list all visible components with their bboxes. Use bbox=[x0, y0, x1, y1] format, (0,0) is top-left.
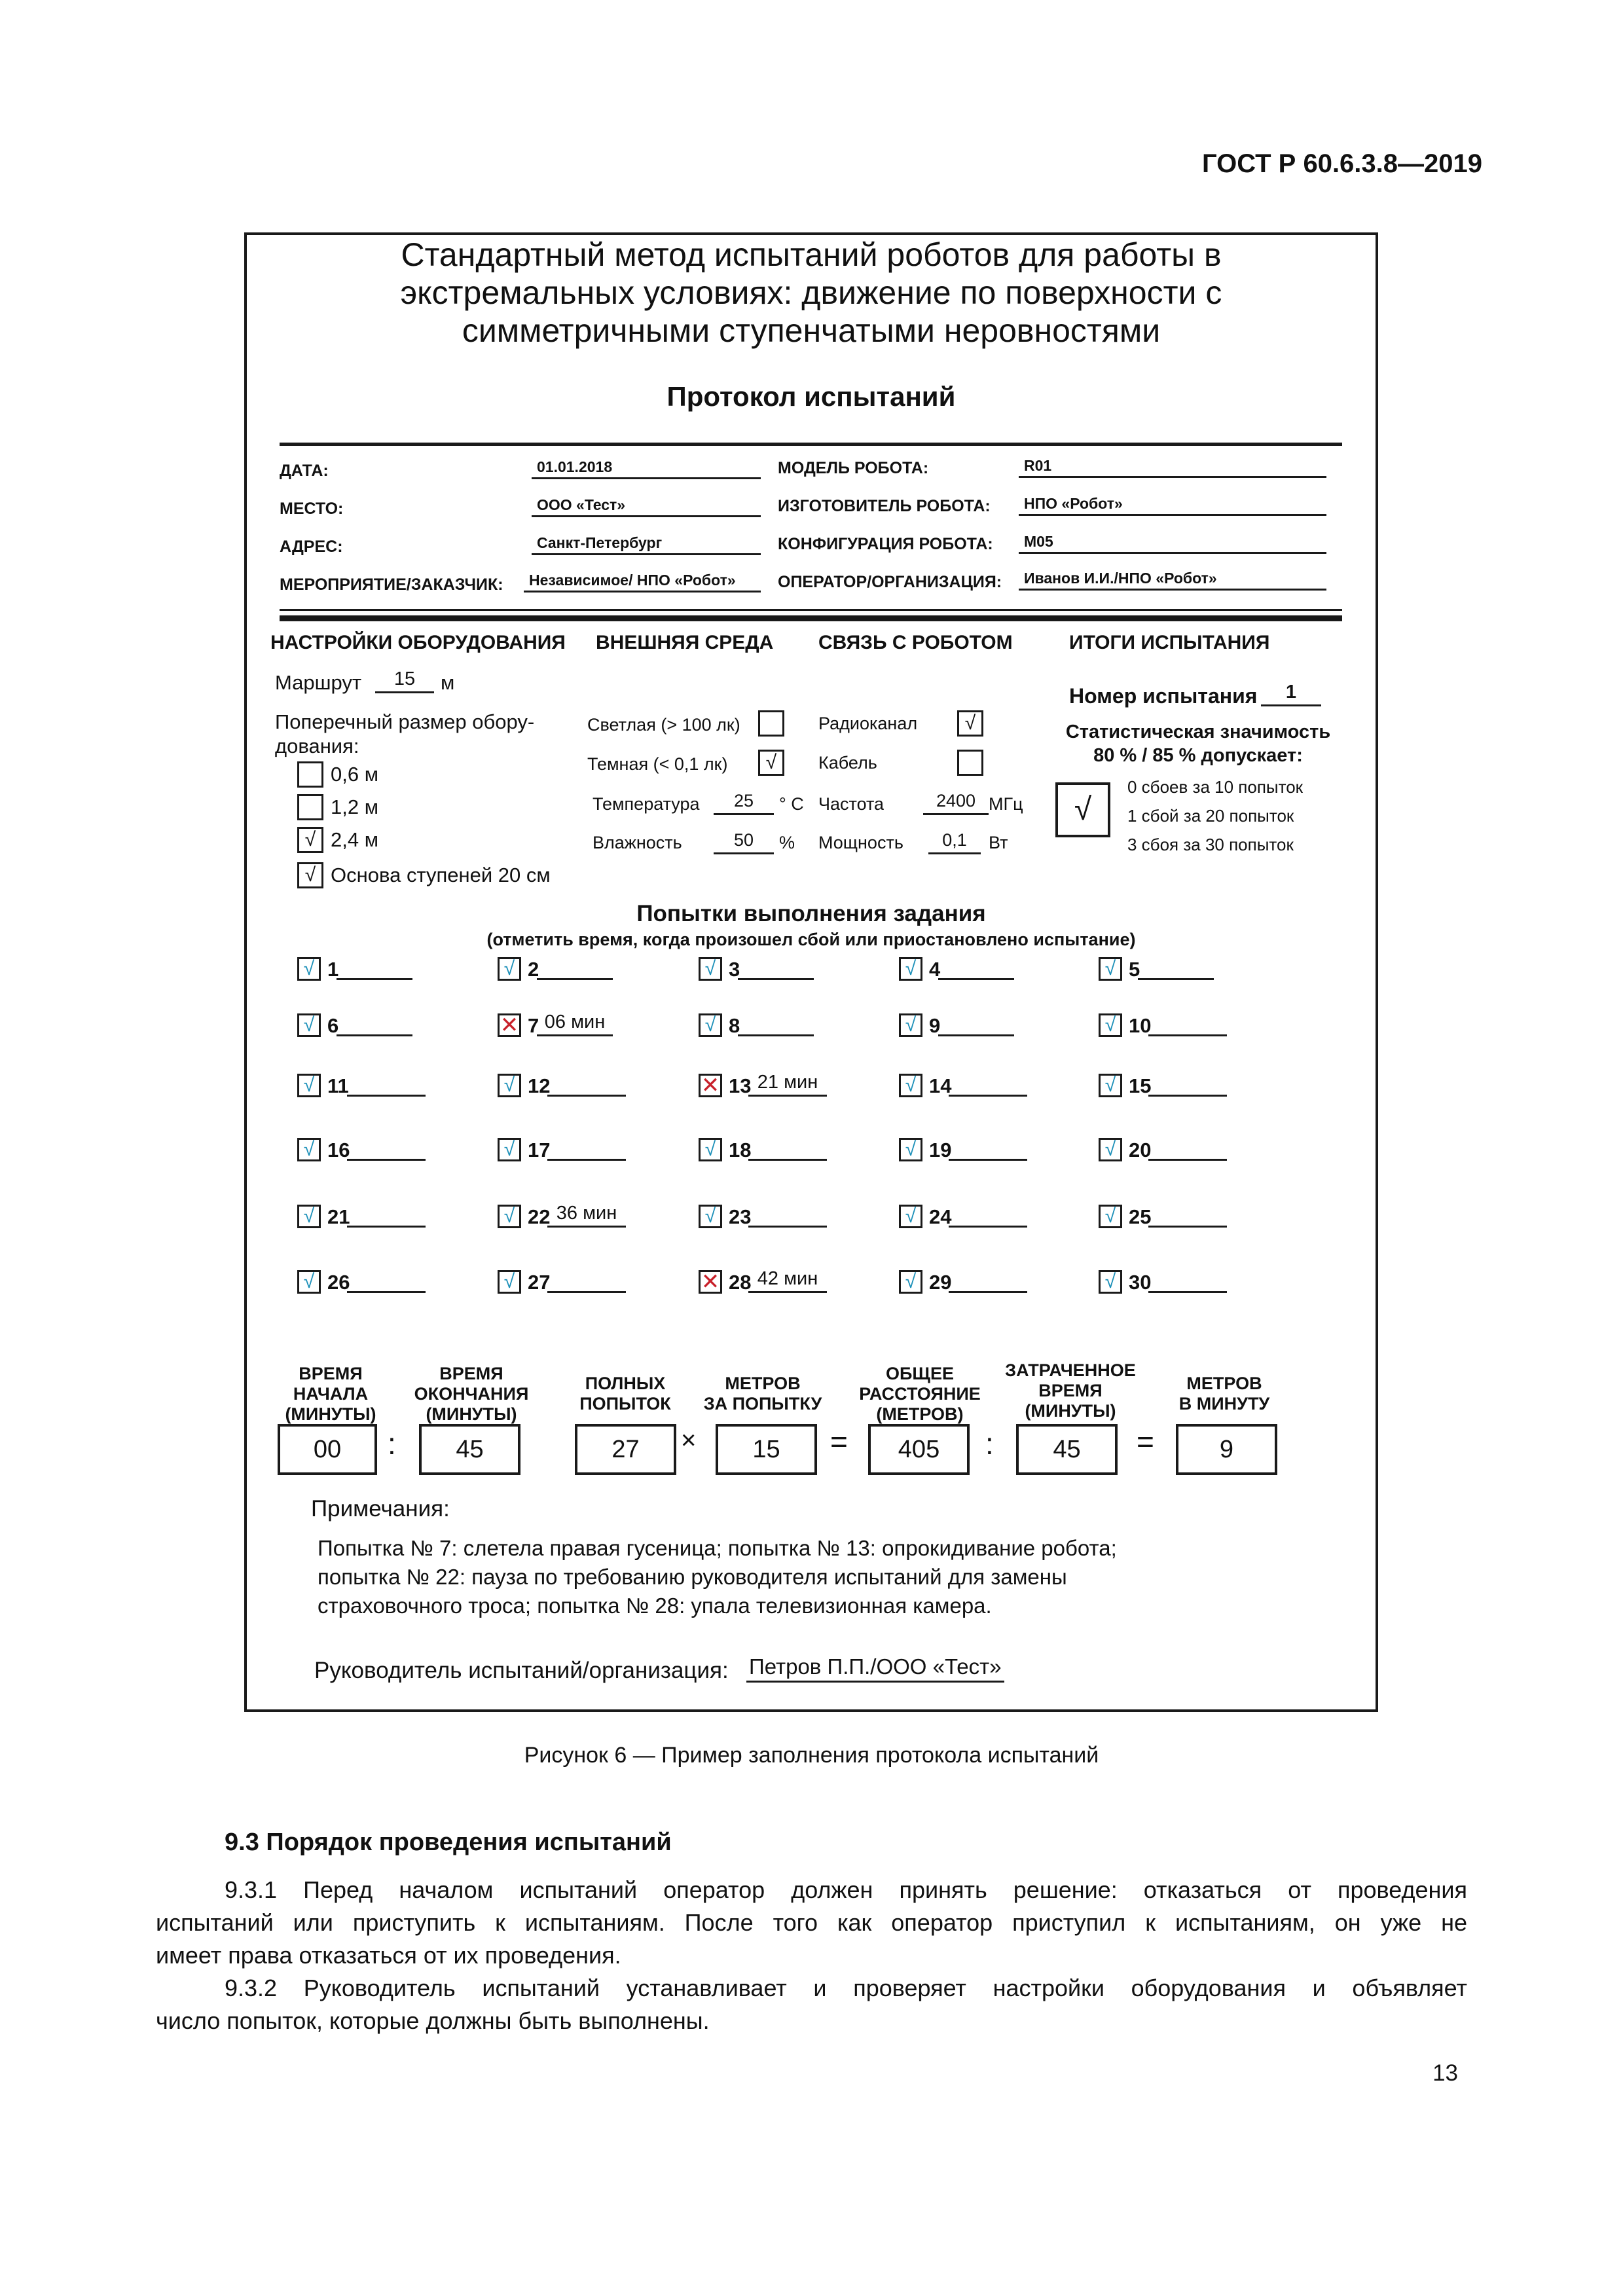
info-bottom-rule bbox=[280, 615, 1342, 621]
attempt-number: 27 bbox=[528, 1271, 551, 1294]
header-line: (МИНУТЫ) bbox=[1025, 1401, 1116, 1421]
form-title bbox=[244, 236, 1378, 350]
radio-label: Радиоканал bbox=[818, 714, 918, 733]
attempt-checkbox[interactable]: √ bbox=[899, 1013, 922, 1037]
temperature-label: Температура bbox=[593, 794, 700, 814]
times-operator: × bbox=[681, 1426, 697, 1455]
attempt-time[interactable] bbox=[949, 1267, 1027, 1293]
attempt-checkbox[interactable]: √ bbox=[297, 1270, 321, 1294]
meters-per-attempt-box[interactable]: 15 bbox=[716, 1424, 817, 1475]
header-line: (МИНУТЫ) bbox=[426, 1404, 517, 1424]
significance-text bbox=[1054, 720, 1342, 767]
place-value: ООО «Тест» bbox=[532, 495, 761, 517]
address-label: АДРЕС: bbox=[280, 538, 343, 556]
size-0-6-label: 0,6 м bbox=[331, 763, 379, 786]
attempt-number: 22 bbox=[528, 1205, 551, 1228]
attempt-checkbox[interactable]: √ bbox=[699, 1205, 722, 1228]
section-heading: 9.3 Порядок проведения испытаний bbox=[225, 1829, 672, 1856]
time-spent-box[interactable]: 45 bbox=[1016, 1424, 1118, 1475]
size-1-2-checkbox[interactable] bbox=[297, 794, 323, 820]
attempt-checkbox[interactable]: √ bbox=[699, 1013, 722, 1037]
attempt-checkbox[interactable]: √ bbox=[1099, 957, 1122, 981]
notes-line: попытка № 22: пауза по требованию руководителя испытаний для замены bbox=[318, 1565, 1067, 1589]
power-value: 0,1 bbox=[928, 829, 981, 854]
paragraph-line: 9.3.2 Руководитель испытаний устанавливает и проверяет настройки оборудования и объявляет bbox=[225, 1975, 1467, 2001]
attempt-time[interactable] bbox=[748, 1202, 827, 1228]
attempt-number: 21 bbox=[327, 1205, 350, 1228]
attempt-time[interactable] bbox=[547, 1135, 626, 1161]
attempt-number: 16 bbox=[327, 1139, 350, 1161]
header-line: РАССТОЯНИЕ bbox=[859, 1384, 981, 1404]
attempt-number: 8 bbox=[729, 1014, 740, 1037]
attempt-time[interactable] bbox=[748, 1135, 827, 1161]
paragraph-line: испытаний или приступить к испытаниям. После того как оператор приступил к испытаниям, он уже не bbox=[156, 1909, 1467, 1936]
attempt-checkbox[interactable]: √ bbox=[297, 1013, 321, 1037]
comms-heading: СВЯЗЬ С РОБОТОМ bbox=[818, 632, 1013, 653]
size-2-4-label: 2,4 м bbox=[331, 828, 379, 851]
event-label: МЕРОПРИЯТИЕ/ЗАКАЗЧИК: bbox=[280, 575, 503, 594]
attempt-number: 30 bbox=[1129, 1271, 1152, 1294]
route-unit: м bbox=[441, 671, 455, 694]
attempt-checkbox[interactable]: √ bbox=[498, 1205, 521, 1228]
header-line: ОБЩЕЕ bbox=[886, 1364, 954, 1383]
header-line: МЕТРОВ bbox=[1186, 1374, 1262, 1393]
supervisor-label: Руководитель испытаний/организация: bbox=[314, 1658, 729, 1683]
attempt-time[interactable] bbox=[949, 1135, 1027, 1161]
attempt-number: 24 bbox=[929, 1205, 952, 1228]
attempt-time[interactable] bbox=[347, 1267, 426, 1293]
attempt-time[interactable]: 21 мин bbox=[748, 1071, 827, 1097]
attempt-time[interactable] bbox=[347, 1202, 426, 1228]
attempt-checkbox[interactable]: √ bbox=[498, 1138, 521, 1161]
cable-checkbox[interactable] bbox=[957, 750, 983, 776]
trial-number-label: Номер испытания bbox=[1069, 684, 1258, 708]
attempt-checkbox[interactable]: √ bbox=[899, 1270, 922, 1294]
attempt-time[interactable] bbox=[347, 1135, 426, 1161]
header-line: ОКОНЧАНИЯ bbox=[414, 1384, 529, 1404]
attempt-time[interactable] bbox=[1148, 1071, 1227, 1097]
attempt-checkbox[interactable]: √ bbox=[699, 957, 722, 981]
significance-option-2: 1 сбой за 20 попыток bbox=[1127, 806, 1294, 826]
place-label: МЕСТО: bbox=[280, 500, 344, 518]
attempt-number: 5 bbox=[1129, 958, 1140, 981]
equipment-heading: НАСТРОЙКИ ОБОРУДОВАНИЯ bbox=[270, 632, 566, 653]
humidity-value: 50 bbox=[714, 829, 774, 854]
notes-text bbox=[318, 1534, 1117, 1620]
meters-per-attempt-header bbox=[694, 1374, 831, 1414]
attempt-checkbox[interactable]: √ bbox=[1099, 1270, 1122, 1294]
power-unit: Вт bbox=[989, 833, 1008, 852]
model-value: R01 bbox=[1019, 456, 1326, 478]
paragraph-9-3-1 bbox=[156, 1874, 1467, 1972]
attempt-time[interactable] bbox=[738, 955, 814, 980]
config-label: КОНФИГУРАЦИЯ РОБОТА: bbox=[778, 535, 993, 553]
attempt-time[interactable] bbox=[938, 955, 1014, 980]
notes-label: Примечания: bbox=[311, 1496, 450, 1522]
size-label: Поперечный размер обору- bbox=[275, 710, 535, 733]
paragraph-line: 9.3.1 Перед началом испытаний оператор должен принять решение: отказаться от проведения bbox=[225, 1876, 1467, 1903]
standard-code: ГОСТ Р 60.6.3.8—2019 bbox=[1201, 149, 1482, 178]
page-number: 13 bbox=[1432, 2060, 1458, 2086]
end-time-header bbox=[406, 1364, 537, 1425]
attempt-checkbox[interactable]: ✕ bbox=[699, 1270, 722, 1294]
header-line: НАЧАЛА bbox=[293, 1384, 369, 1404]
attempt-number: 14 bbox=[929, 1074, 952, 1097]
attempt-checkbox[interactable]: √ bbox=[899, 957, 922, 981]
start-time-header bbox=[275, 1364, 386, 1425]
header-line: (МЕТРОВ) bbox=[876, 1404, 964, 1424]
info-rule bbox=[280, 609, 1342, 611]
info-top-rule bbox=[280, 443, 1342, 446]
attempt-number: 1 bbox=[327, 958, 339, 981]
attempt-number: 7 bbox=[528, 1014, 539, 1037]
base-label: Основа ступеней 20 см bbox=[331, 864, 551, 886]
radio-checkbox[interactable]: √ bbox=[957, 710, 983, 737]
attempt-time[interactable] bbox=[547, 1267, 626, 1293]
attempt-checkbox[interactable]: √ bbox=[1099, 1138, 1122, 1161]
attempt-time[interactable] bbox=[1138, 955, 1214, 980]
humidity-unit: % bbox=[779, 833, 795, 852]
attempt-time[interactable] bbox=[547, 1071, 626, 1097]
colon-operator: : bbox=[388, 1427, 396, 1461]
attempt-time[interactable] bbox=[347, 1071, 426, 1097]
equals-operator-2: = bbox=[1137, 1425, 1154, 1459]
attempt-number: 13 bbox=[729, 1074, 752, 1097]
frequency-label: Частота bbox=[818, 794, 884, 814]
frequency-value: 2400 bbox=[923, 790, 989, 815]
attempt-time[interactable] bbox=[738, 1011, 814, 1036]
figure-caption: Рисунок 6 — Пример заполнения протокола испытаний bbox=[524, 1743, 1099, 1768]
attempt-checkbox[interactable]: √ bbox=[297, 1205, 321, 1228]
attempt-time[interactable] bbox=[1148, 1135, 1227, 1161]
date-label: ДАТА: bbox=[280, 462, 329, 480]
route-value: 15 bbox=[375, 668, 434, 693]
attempt-number: 10 bbox=[1129, 1014, 1152, 1037]
time-spent-header bbox=[995, 1360, 1146, 1421]
supervisor-value: Петров П.П./ООО «Тест» bbox=[746, 1654, 1004, 1683]
full-attempts-box[interactable]: 27 bbox=[575, 1424, 676, 1475]
attempt-number: 29 bbox=[929, 1271, 952, 1294]
attempt-checkbox[interactable]: √ bbox=[899, 1074, 922, 1097]
dark-label: Темная (< 0,1 лк) bbox=[587, 754, 728, 774]
header-line: ПОЛНЫХ bbox=[585, 1374, 666, 1393]
attempts-title: Попытки выполнения задания bbox=[636, 901, 986, 926]
attempt-checkbox[interactable]: √ bbox=[498, 957, 521, 981]
significance-checkbox[interactable]: √ bbox=[1055, 782, 1110, 837]
attempt-number: 18 bbox=[729, 1139, 752, 1161]
notes-line: страховочного троса; попытка № 28: упала телевизионная камера. bbox=[318, 1594, 992, 1618]
form-title-line: симметричными ступенчатыми неровностями bbox=[462, 312, 1161, 349]
paragraph-line: имеет права отказаться от их проведения. bbox=[156, 1942, 621, 1969]
notes-line: Попытка № 7: слетела правая гусеница; попытка № 13: опрокидивание робота; bbox=[318, 1536, 1117, 1560]
attempt-number: 23 bbox=[729, 1205, 752, 1228]
attempt-time[interactable] bbox=[337, 1011, 412, 1036]
attempt-time[interactable] bbox=[949, 1071, 1027, 1097]
model-label: МОДЕЛЬ РОБОТА: bbox=[778, 459, 929, 477]
attempt-number: 15 bbox=[1129, 1074, 1152, 1097]
power-label: Мощность bbox=[818, 833, 903, 852]
start-time-box[interactable]: 00 bbox=[278, 1424, 377, 1475]
attempt-checkbox[interactable]: √ bbox=[297, 957, 321, 981]
attempt-number: 6 bbox=[327, 1014, 339, 1037]
header-line: ПОПЫТОК bbox=[579, 1394, 671, 1413]
attempt-time[interactable]: 06 мин bbox=[537, 1011, 613, 1036]
attempt-checkbox[interactable]: √ bbox=[1099, 1013, 1122, 1037]
results-heading: ИТОГИ ИСПЫТАНИЯ bbox=[1069, 632, 1270, 653]
meters-per-minute-header bbox=[1165, 1374, 1283, 1414]
attempt-time[interactable] bbox=[1148, 1202, 1227, 1228]
attempt-number: 3 bbox=[729, 958, 740, 981]
full-attempts-header bbox=[570, 1374, 681, 1414]
attempts-subtitle: (отметить время, когда произошел сбой или приостановлено испытание) bbox=[486, 930, 1136, 949]
equals-operator: = bbox=[830, 1425, 848, 1459]
attempt-time[interactable] bbox=[537, 955, 613, 980]
meters-per-minute-box[interactable]: 9 bbox=[1176, 1424, 1277, 1475]
header-line: В МИНУТУ bbox=[1178, 1394, 1270, 1413]
attempt-checkbox[interactable]: √ bbox=[297, 1138, 321, 1161]
attempt-checkbox[interactable]: √ bbox=[498, 1270, 521, 1294]
form-title-line: экстремальных условиях: движение по поверхности с bbox=[400, 274, 1222, 311]
attempt-number: 4 bbox=[929, 958, 941, 981]
attempt-checkbox[interactable]: √ bbox=[297, 1074, 321, 1097]
attempt-time[interactable] bbox=[938, 1011, 1014, 1036]
operator-label: ОПЕРАТОР/ОРГАНИЗАЦИЯ: bbox=[778, 573, 1002, 591]
divide-operator: : bbox=[985, 1427, 994, 1461]
light-label: Светлая (> 100 лк) bbox=[587, 715, 740, 735]
attempt-checkbox[interactable]: √ bbox=[899, 1138, 922, 1161]
total-distance-header bbox=[845, 1364, 995, 1425]
attempt-time[interactable] bbox=[1148, 1011, 1227, 1036]
attempt-number: 19 bbox=[929, 1139, 952, 1161]
route-label: Маршрут bbox=[275, 671, 362, 694]
attempt-number: 26 bbox=[327, 1271, 350, 1294]
temperature-unit: ° С bbox=[779, 794, 804, 814]
attempt-number: 12 bbox=[528, 1074, 551, 1097]
attempt-checkbox[interactable]: ✕ bbox=[498, 1013, 521, 1037]
significance-option-3: 3 сбоя за 30 попыток bbox=[1127, 835, 1294, 854]
environment-heading: ВНЕШНЯЯ СРЕДА bbox=[596, 632, 774, 653]
attempt-checkbox[interactable]: √ bbox=[1099, 1205, 1122, 1228]
attempt-time[interactable]: 42 мин bbox=[748, 1267, 827, 1293]
attempt-checkbox[interactable]: ✕ bbox=[699, 1074, 722, 1097]
attempt-number: 28 bbox=[729, 1271, 752, 1294]
size-0-6-checkbox[interactable] bbox=[297, 761, 323, 788]
header-line: ЗА ПОПЫТКУ bbox=[703, 1394, 822, 1413]
attempt-number: 25 bbox=[1129, 1205, 1152, 1228]
size-label-cont: дования: bbox=[275, 735, 359, 757]
header-line: (МИНУТЫ) bbox=[285, 1404, 376, 1424]
header-line: МЕТРОВ bbox=[725, 1374, 801, 1393]
header-line: ВРЕМЯ bbox=[439, 1364, 503, 1383]
header-line: ЗАТРАЧЕННОЕ bbox=[1005, 1360, 1136, 1380]
header-line: ВРЕМЯ bbox=[1038, 1381, 1103, 1400]
attempt-checkbox[interactable]: √ bbox=[699, 1138, 722, 1161]
maker-value: НПО «Робот» bbox=[1019, 494, 1326, 516]
size-2-4-checkbox[interactable]: √ bbox=[297, 827, 323, 853]
attempt-checkbox[interactable]: √ bbox=[899, 1205, 922, 1228]
form-title-line: Стандартный метод испытаний роботов для работы в bbox=[401, 236, 1222, 273]
end-time-box[interactable]: 45 bbox=[419, 1424, 520, 1475]
date-value: 01.01.2018 bbox=[532, 457, 761, 479]
operator-value: Иванов И.И./НПО «Робот» bbox=[1019, 568, 1326, 591]
cable-label: Кабель bbox=[818, 753, 877, 773]
paragraph-9-3-2 bbox=[156, 1972, 1467, 2037]
frequency-unit: МГц bbox=[989, 794, 1023, 814]
significance-option-1: 0 сбоев за 10 попыток bbox=[1127, 777, 1304, 797]
attempt-checkbox[interactable]: √ bbox=[498, 1074, 521, 1097]
attempt-time[interactable]: 36 мин bbox=[547, 1202, 626, 1228]
significance-line: Статистическая значимость bbox=[1065, 721, 1331, 742]
attempt-checkbox[interactable]: √ bbox=[1099, 1074, 1122, 1097]
light-checkbox[interactable] bbox=[758, 710, 784, 737]
event-value: Независимое/ НПО «Робот» bbox=[524, 570, 761, 592]
significance-line: 80 % / 85 % допускает: bbox=[1093, 745, 1303, 766]
attempt-number: 20 bbox=[1129, 1139, 1152, 1161]
header-line: ВРЕМЯ bbox=[299, 1364, 363, 1383]
attempt-number: 9 bbox=[929, 1014, 941, 1037]
trial-number-value: 1 bbox=[1261, 681, 1321, 706]
base-checkbox[interactable]: √ bbox=[297, 862, 323, 888]
attempt-time[interactable] bbox=[1148, 1267, 1227, 1293]
dark-checkbox[interactable]: √ bbox=[758, 750, 784, 776]
maker-label: ИЗГОТОВИТЕЛЬ РОБОТА: bbox=[778, 497, 991, 515]
attempt-time[interactable] bbox=[949, 1202, 1027, 1228]
size-1-2-label: 1,2 м bbox=[331, 795, 379, 818]
attempt-number: 11 bbox=[327, 1074, 349, 1097]
config-value: M05 bbox=[1019, 532, 1326, 554]
attempt-number: 17 bbox=[528, 1139, 551, 1161]
form-subtitle: Протокол испытаний bbox=[666, 381, 956, 412]
paragraph-line: число попыток, которые должны быть выполнены. bbox=[156, 2007, 710, 2034]
address-value: Санкт-Петербург bbox=[532, 533, 761, 555]
humidity-label: Влажность bbox=[593, 833, 682, 852]
temperature-value: 25 bbox=[714, 790, 774, 815]
total-distance-box[interactable]: 405 bbox=[868, 1424, 970, 1475]
attempt-time[interactable] bbox=[337, 955, 412, 980]
attempt-number: 2 bbox=[528, 958, 539, 981]
